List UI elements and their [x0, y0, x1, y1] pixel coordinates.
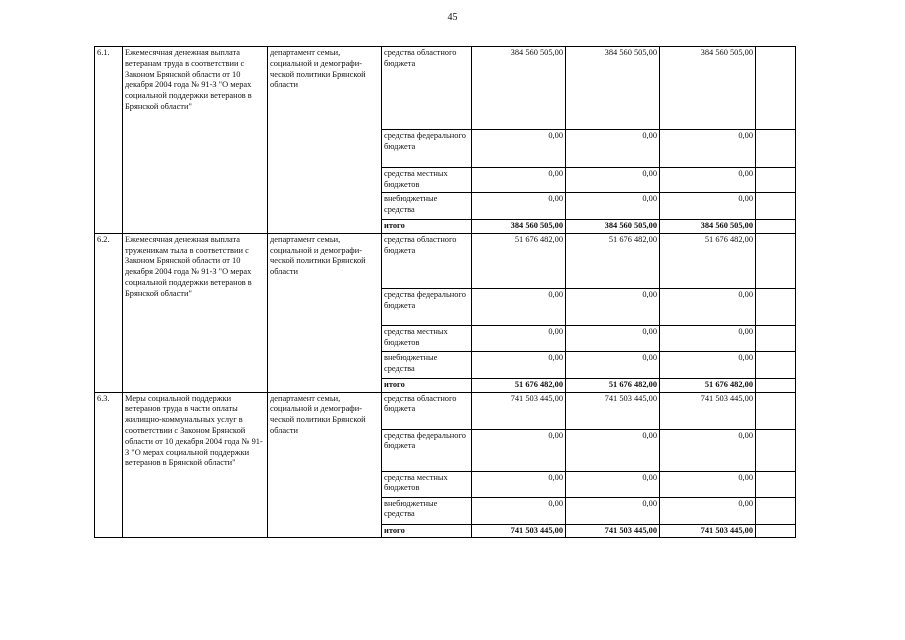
- amount-year-3: 51 676 482,00: [660, 378, 756, 392]
- amount-year-2: 0,00: [566, 497, 660, 524]
- measure-description: Меры социальной поддержки ветеранов труда в части оплаты жилищно-коммунальных услуг в соответствии с Законом Брянской области от 10 декабря 2004 года № 91-З "О мерах социальной поддержки ветеранов в Брянской области": [123, 392, 268, 538]
- amount-year-3: 0,00: [660, 168, 756, 193]
- funding-source: итого: [382, 524, 472, 538]
- amount-year-3: 0,00: [660, 325, 756, 351]
- empty-cell: [756, 325, 796, 351]
- amount-year-2: 0,00: [566, 429, 660, 471]
- empty-cell: [756, 288, 796, 325]
- funding-source: средства областного бюджета: [382, 47, 472, 130]
- amount-year-1: 741 503 445,00: [472, 392, 566, 429]
- row-index: 6.3.: [95, 392, 123, 538]
- empty-cell: [756, 130, 796, 168]
- row-index: 6.2.: [95, 233, 123, 392]
- amount-year-1: 0,00: [472, 193, 566, 220]
- amount-year-1: 51 676 482,00: [472, 378, 566, 392]
- amount-year-2: 0,00: [566, 351, 660, 378]
- funding-source: внебюджетные средства: [382, 193, 472, 220]
- amount-year-1: 0,00: [472, 288, 566, 325]
- empty-cell: [756, 193, 796, 220]
- funding-source: средства областного бюджета: [382, 233, 472, 288]
- funding-source: внебюджетные средства: [382, 351, 472, 378]
- amount-year-3: 51 676 482,00: [660, 233, 756, 288]
- amount-year-2: 384 560 505,00: [566, 47, 660, 130]
- empty-cell: [756, 47, 796, 130]
- amount-year-3: 0,00: [660, 193, 756, 220]
- amount-year-3: 384 560 505,00: [660, 220, 756, 234]
- amount-year-3: 0,00: [660, 471, 756, 497]
- amount-year-2: 51 676 482,00: [566, 233, 660, 288]
- budget-table: [94, 46, 796, 538]
- funding-source: средства федерального бюджета: [382, 288, 472, 325]
- funding-source: средства местных бюджетов: [382, 325, 472, 351]
- amount-year-3: 0,00: [660, 497, 756, 524]
- responsible-department: департамент семьи, социальной и демографи-ческой политики Брянской области: [268, 233, 382, 392]
- amount-year-1: 384 560 505,00: [472, 47, 566, 130]
- amount-year-1: 741 503 445,00: [472, 524, 566, 538]
- funding-source: итого: [382, 378, 472, 392]
- amount-year-1: 0,00: [472, 497, 566, 524]
- amount-year-3: 741 503 445,00: [660, 524, 756, 538]
- empty-cell: [756, 429, 796, 471]
- empty-cell: [756, 233, 796, 288]
- amount-year-2: 741 503 445,00: [566, 524, 660, 538]
- empty-cell: [756, 351, 796, 378]
- funding-source: средства федерального бюджета: [382, 429, 472, 471]
- empty-cell: [756, 220, 796, 234]
- amount-year-1: 0,00: [472, 429, 566, 471]
- empty-cell: [756, 168, 796, 193]
- empty-cell: [756, 378, 796, 392]
- amount-year-1: 384 560 505,00: [472, 220, 566, 234]
- amount-year-2: 384 560 505,00: [566, 220, 660, 234]
- page-number: 45: [447, 12, 458, 23]
- amount-year-3: 0,00: [660, 351, 756, 378]
- amount-year-1: 0,00: [472, 351, 566, 378]
- funding-source: итого: [382, 220, 472, 234]
- amount-year-1: 0,00: [472, 325, 566, 351]
- funding-source: средства областного бюджета: [382, 392, 472, 429]
- measure-description: Ежемесячная денежная выплата ветеранам труда в соответствии с Законом Брянской области от 10 декабря 2004 года № 91-З "О мерах социальной поддержки ветеранов в Брянской области": [123, 47, 268, 234]
- amount-year-2: 0,00: [566, 193, 660, 220]
- amount-year-2: 0,00: [566, 168, 660, 193]
- amount-year-1: 0,00: [472, 168, 566, 193]
- amount-year-3: 0,00: [660, 130, 756, 168]
- funding-source: средства федерального бюджета: [382, 130, 472, 168]
- empty-cell: [756, 524, 796, 538]
- empty-cell: [756, 471, 796, 497]
- table-row: [95, 392, 796, 429]
- funding-source: внебюджетные средства: [382, 497, 472, 524]
- funding-source: средства местных бюджетов: [382, 471, 472, 497]
- table-row: [95, 47, 796, 130]
- table-body: [95, 47, 796, 538]
- amount-year-2: 0,00: [566, 471, 660, 497]
- amount-year-2: 0,00: [566, 130, 660, 168]
- measure-description: Ежемесячная денежная выплата труженикам тыла в соответствии с Законом Брянской области от 10 декабря 2004 года № 91-З "О мерах социальной поддержки ветеранов в Брянской области": [123, 233, 268, 392]
- table-row: [95, 233, 796, 288]
- amount-year-1: 0,00: [472, 471, 566, 497]
- amount-year-2: 0,00: [566, 288, 660, 325]
- empty-cell: [756, 497, 796, 524]
- amount-year-2: 741 503 445,00: [566, 392, 660, 429]
- row-index: 6.1.: [95, 47, 123, 234]
- funding-source: средства местных бюджетов: [382, 168, 472, 193]
- amount-year-1: 51 676 482,00: [472, 233, 566, 288]
- amount-year-2: 51 676 482,00: [566, 378, 660, 392]
- empty-cell: [756, 392, 796, 429]
- amount-year-3: 384 560 505,00: [660, 47, 756, 130]
- amount-year-3: 0,00: [660, 429, 756, 471]
- amount-year-1: 0,00: [472, 130, 566, 168]
- responsible-department: департамент семьи, социальной и демографи-ческой политики Брянской области: [268, 47, 382, 234]
- amount-year-3: 0,00: [660, 288, 756, 325]
- amount-year-2: 0,00: [566, 325, 660, 351]
- responsible-department: департамент семьи, социальной и демографи-ческой политики Брянской области: [268, 392, 382, 538]
- amount-year-3: 741 503 445,00: [660, 392, 756, 429]
